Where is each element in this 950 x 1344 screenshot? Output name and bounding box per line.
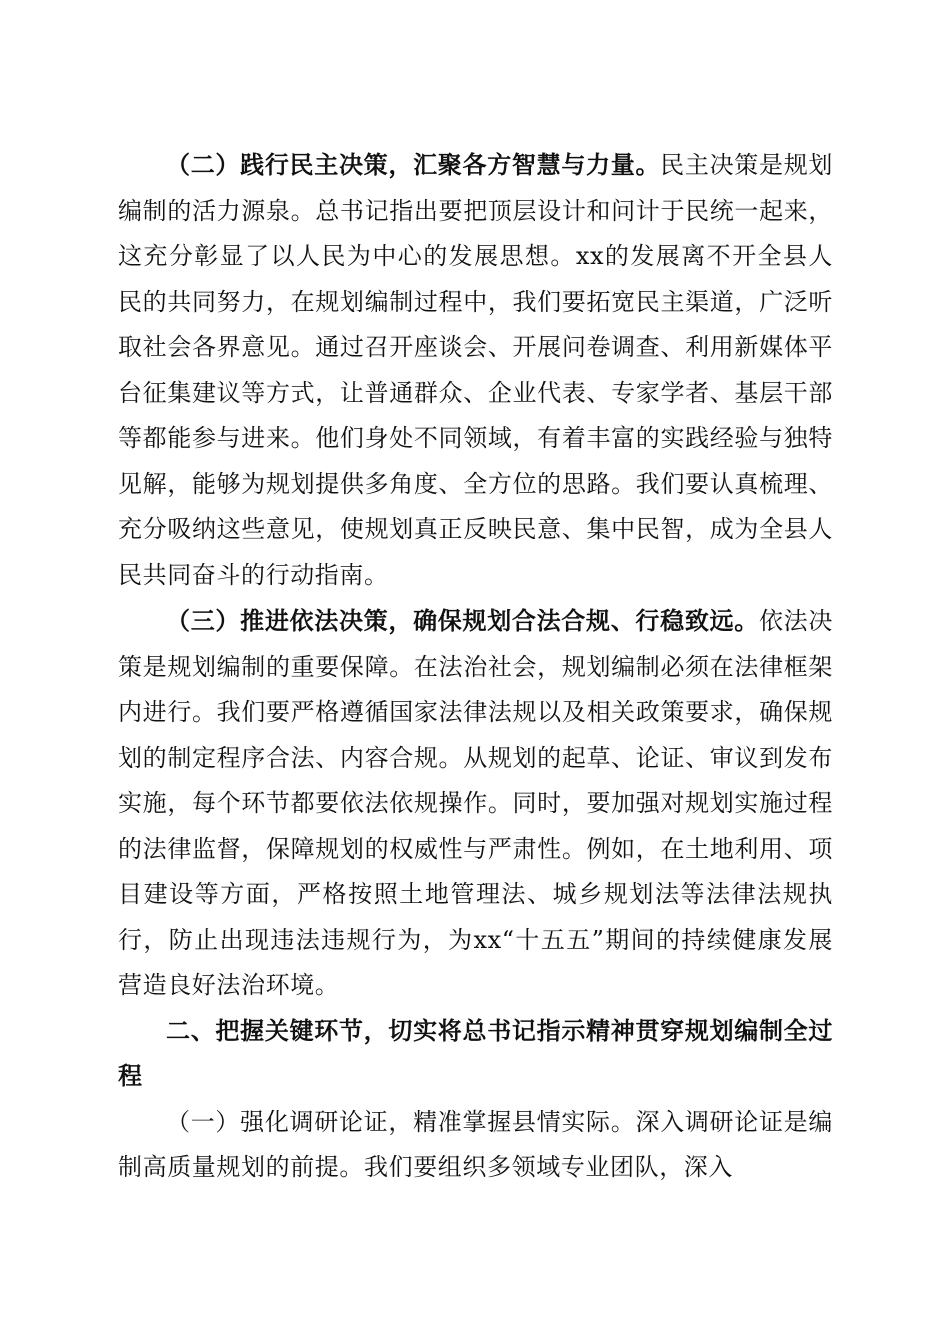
paragraph-body: 深入调研论证是编制高质量规划的前提。我们要组织多领域专业团队，深入 <box>118 1107 833 1181</box>
section-heading: 二、把握关键环节，切实将总书记指示精神贯穿规划编制全过程 <box>118 1016 833 1090</box>
paragraph-body: 民主决策是规划编制的活力源泉。总书记指出要把顶层设计和问计于民统一起来，这充分彰显了以人民为中心的发展思想。xx的发展离不开全县人民的共同努力，在规划编制过程中，我们要拓宽民主渠道，广泛听取社会各界意见。通过召开座谈会、开展问卷调查、利用新媒体平台征集建议等方式，让普通群众、企业代表、专家学者、基层干部等都能参与进来。他们身处不同领域，有着丰富的实践经验与独特见解，能够为规划提供多角度、全方位的思路。我们要认真梳理、充分吸纳这些意见，使规划真正反映民意、集中民智，成为全县人民共同奋斗的行动指南。 <box>118 151 834 589</box>
paragraph-research <box>118 1100 833 1191</box>
paragraph-lawful-decision <box>118 598 833 1009</box>
paragraph-democratic-decision <box>118 142 833 598</box>
paragraph-body: 依法决策是规划编制的重要保障。在法治社会，规划编制必须在法律框架内进行。我们要严格遵循国家法律法规以及相关政策要求，确保规划的制定程序合法、内容合规。从规划的起草、论证、审议到发布实施，每个环节都要依法依规操作。同时，要加强对规划实施过程的法律监督，保障规划的权威性与严肃性。例如，在土地利用、项目建设等方面，严格按照土地管理法、城乡规划法等法律法规执行，防止出现违法违规行为，为xx“十五五”期间的持续健康发展营造良好法治环境。 <box>118 607 833 999</box>
document-body <box>118 142 833 1191</box>
paragraph-lead: （三）推进依法决策，确保规划合法合规、行稳致远。 <box>166 606 759 635</box>
paragraph-lead: （二）践行民主决策，汇聚各方智慧与力量。 <box>166 150 661 179</box>
paragraph-lead: （一）强化调研论证，精准掌握县情实际。 <box>166 1107 636 1136</box>
